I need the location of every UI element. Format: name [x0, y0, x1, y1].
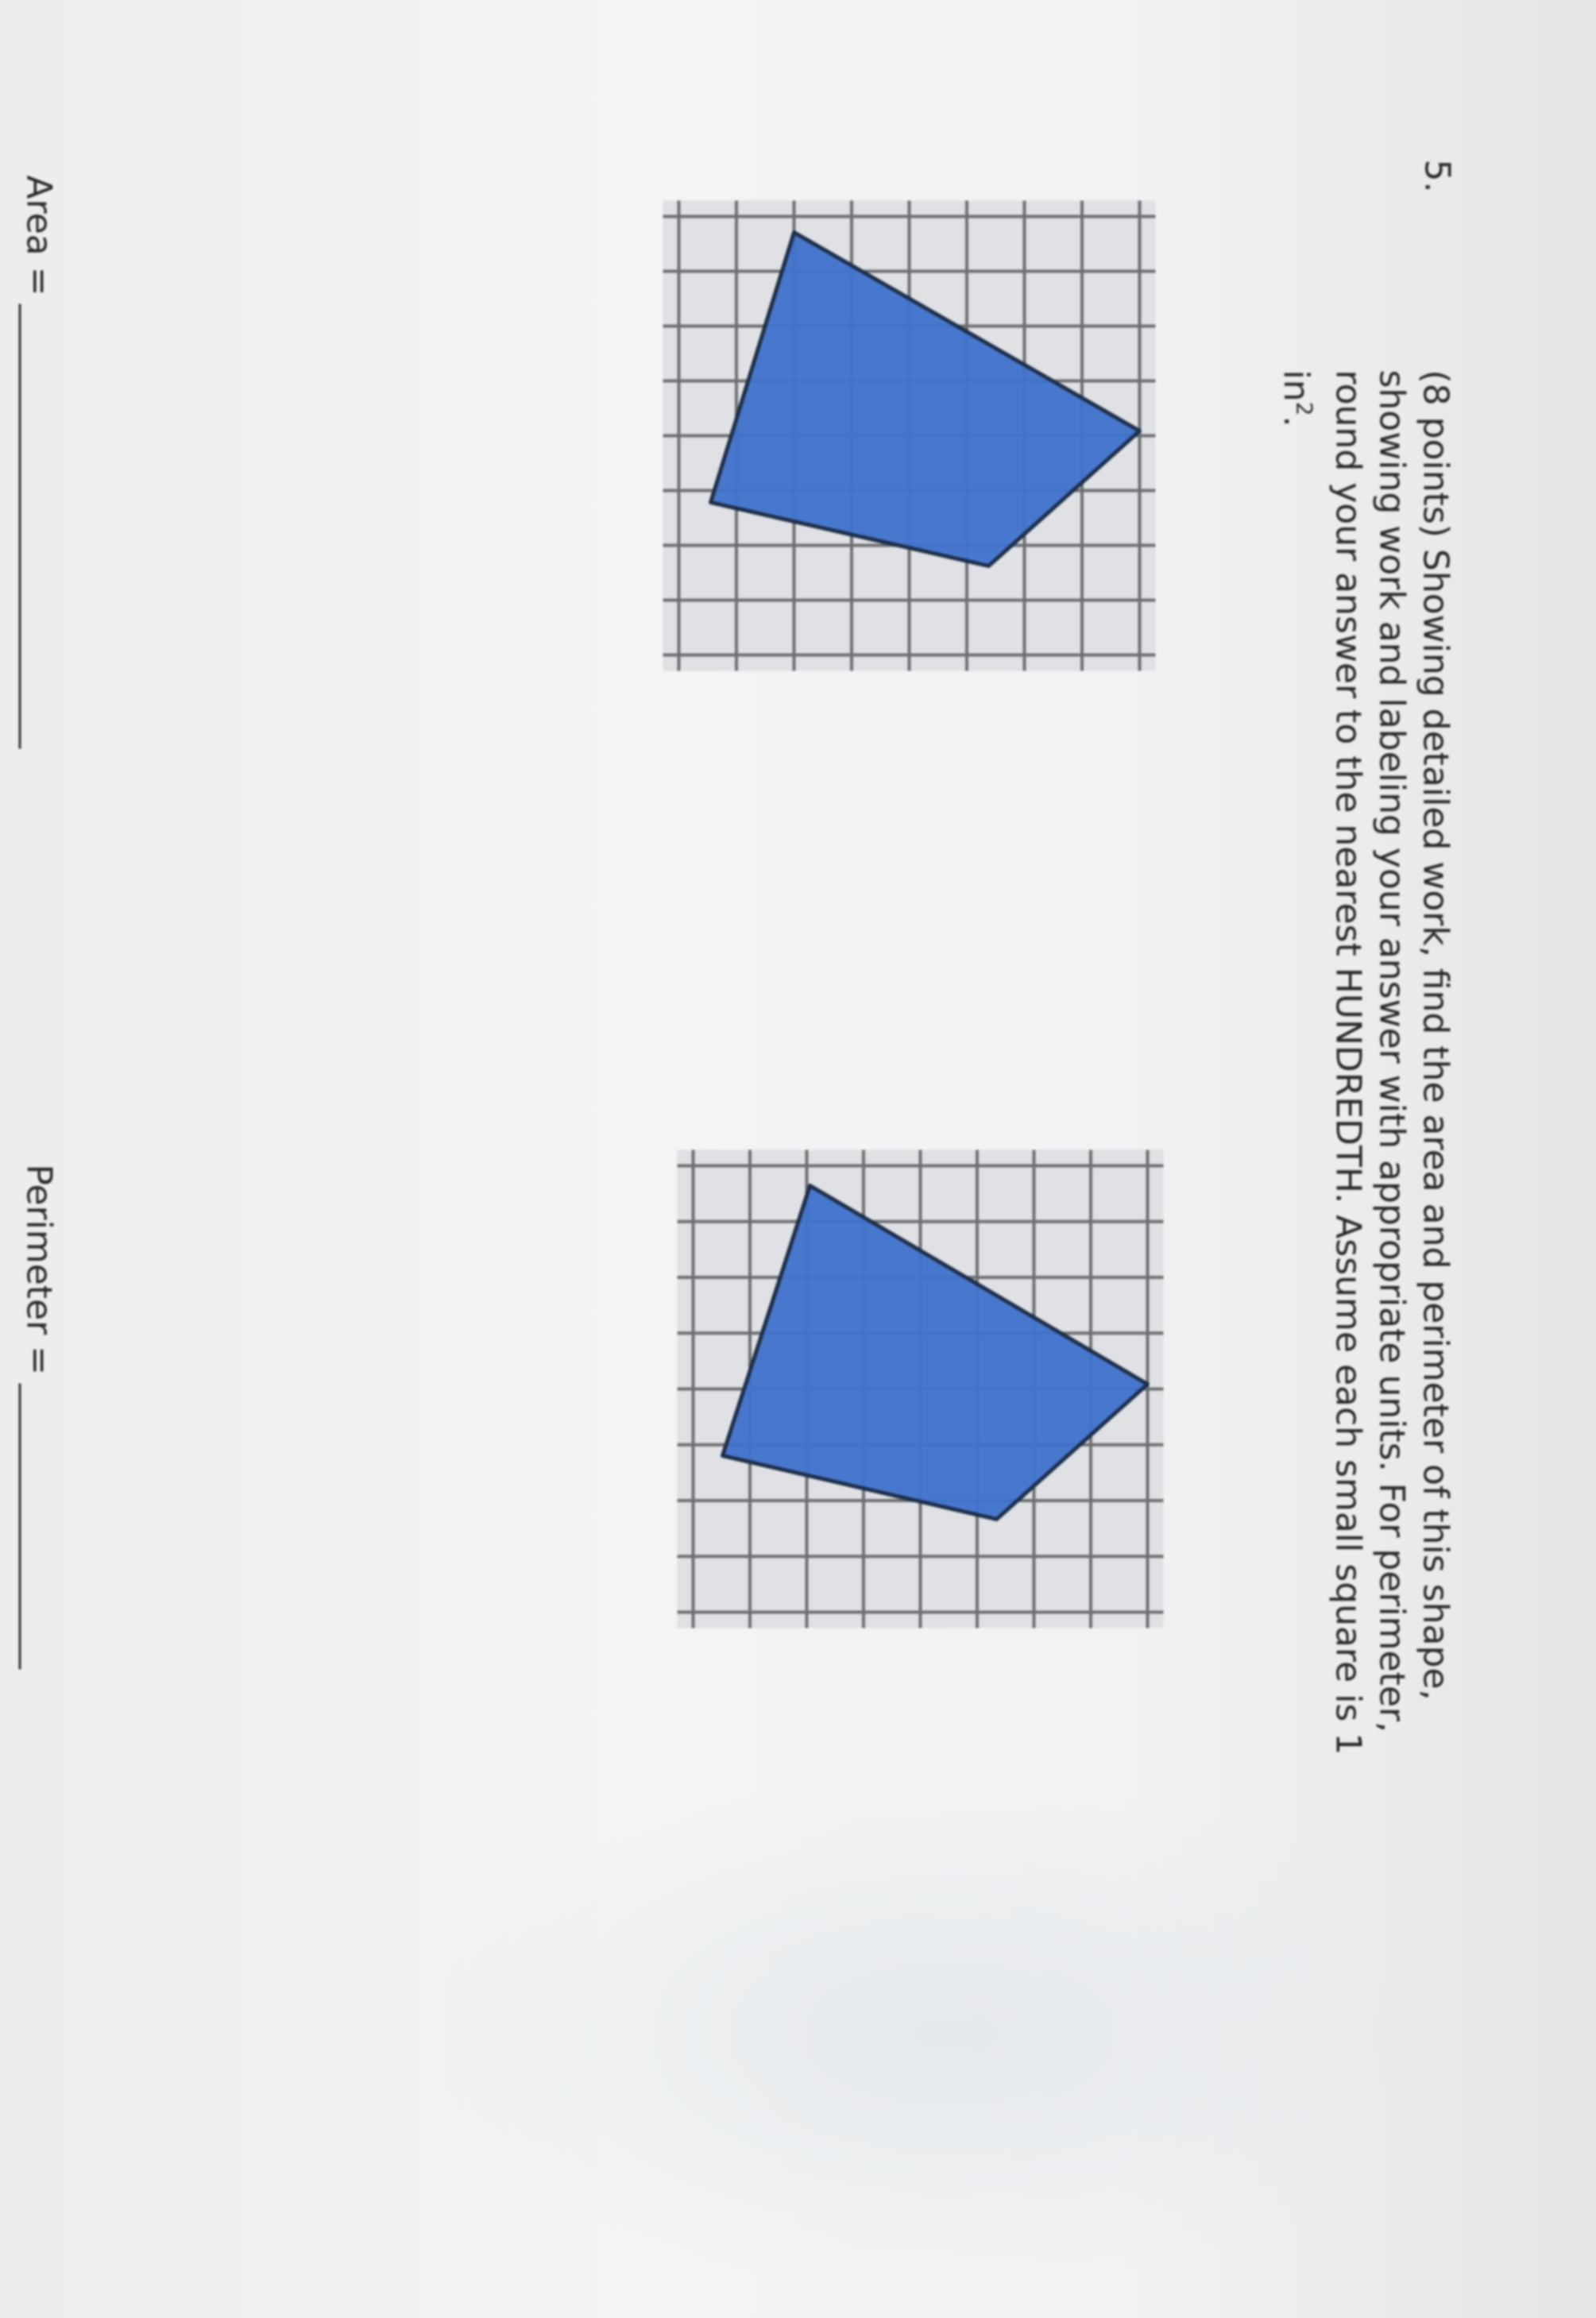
grid-figure-area: [663, 200, 1155, 670]
perimeter-answer-line[interactable]: [18, 1383, 52, 1669]
question-text-superscript: 2: [1291, 401, 1317, 415]
area-answer-line[interactable]: [18, 303, 52, 748]
question-number: 5.: [1416, 159, 1457, 192]
question-text-end: .: [1275, 415, 1316, 427]
question-text: [1273, 369, 1457, 1783]
area-answer: [18, 175, 59, 748]
area-label: Area =: [18, 175, 59, 296]
perimeter-label: Perimeter =: [18, 1164, 59, 1375]
question-text-main: (8 points) Showing detailed work, find the area and perimeter of this shape, showing work and labeling your answer with appropriate units. For perimeter, round your answer to the nearest HUNDREDTH. Assume each small square is 1 in: [1275, 369, 1455, 1755]
perimeter-answer: [18, 1164, 59, 1669]
grid-figure-perimeter: [677, 1149, 1163, 1628]
